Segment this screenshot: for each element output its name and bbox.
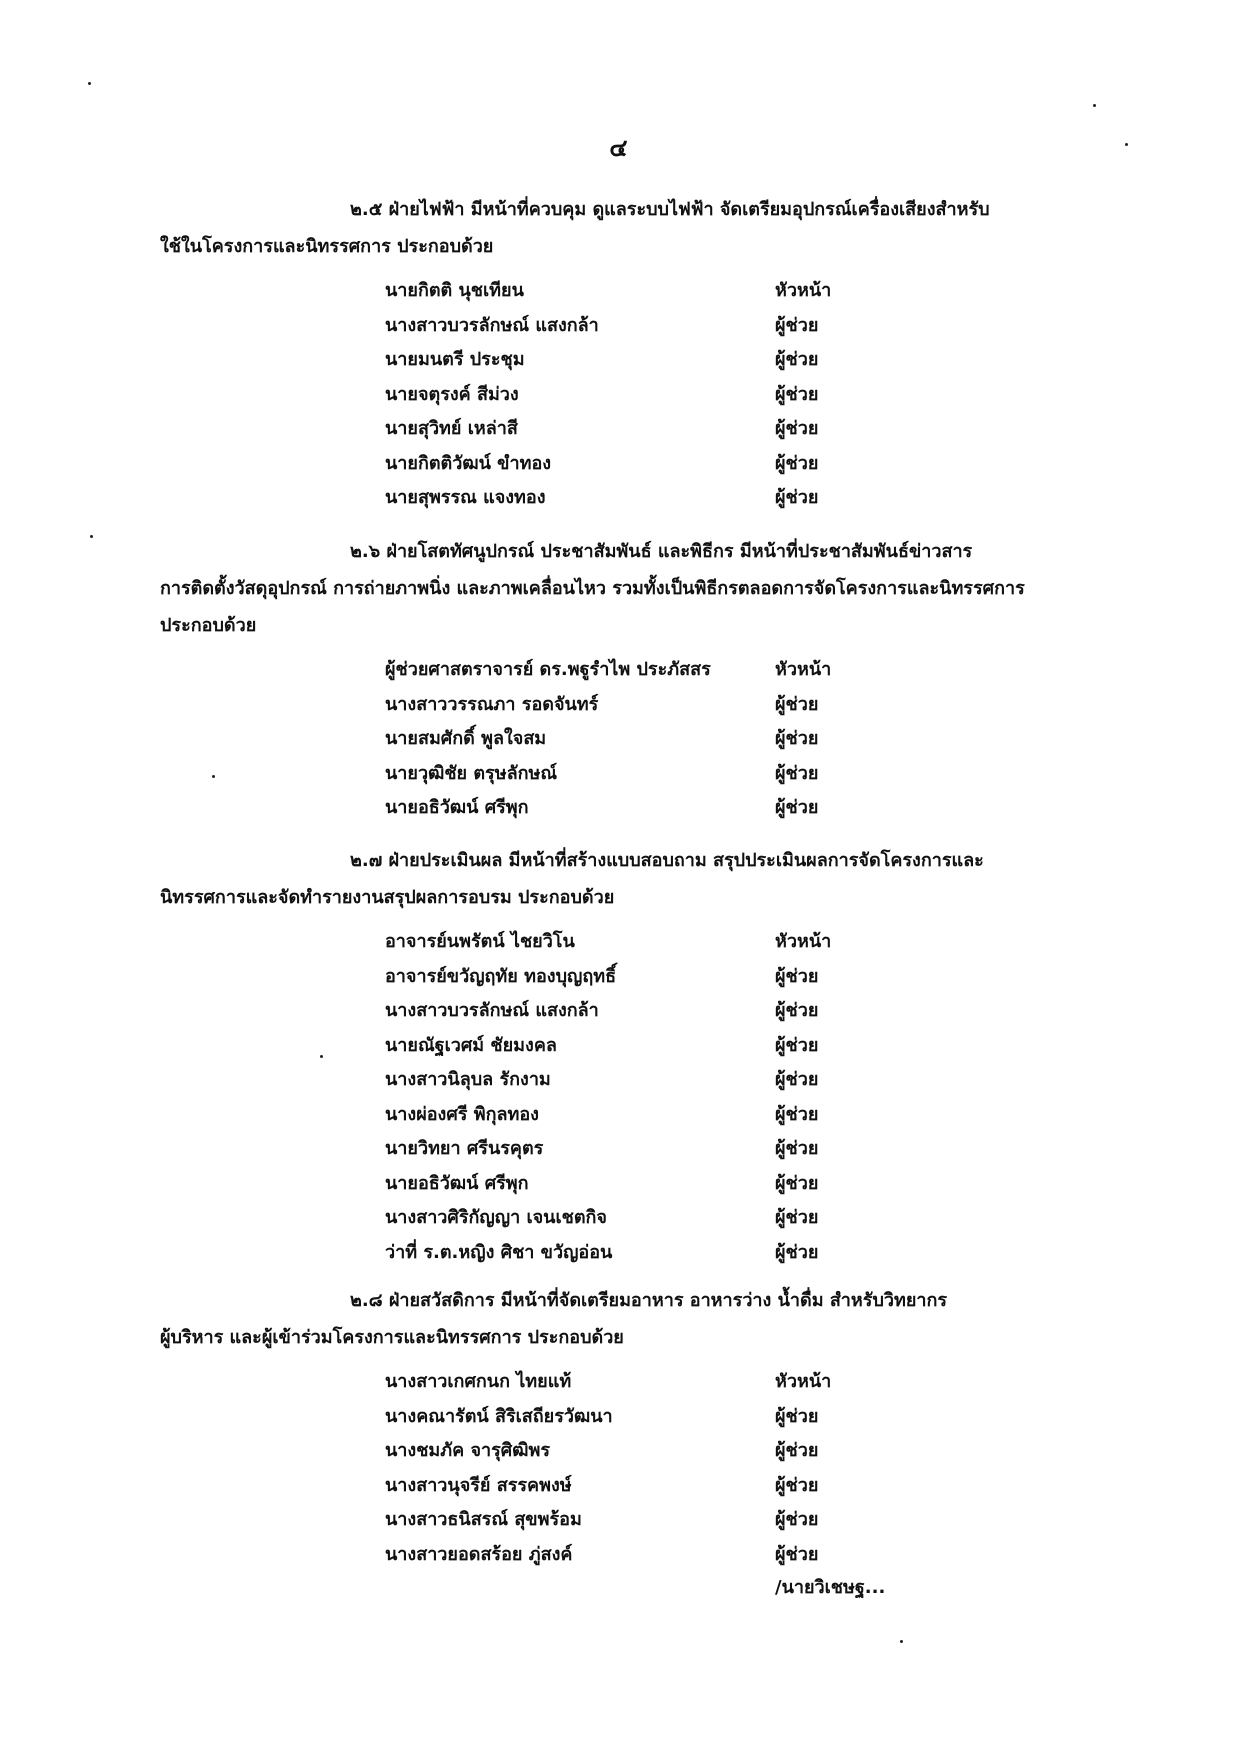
member-role: ผู้ช่วย [775,1069,819,1090]
member-row [0,1063,1237,1097]
section-heading: ๒.๗ ฝ่ายประเมินผล มีหน้าที่สร้างแบบสอบถาม สรุปประเมินผลการจัดโครงการและ [350,850,984,871]
member-row [0,412,1237,446]
section-heading-continued: ใช้ในโครงการและนิทรรศการ ประกอบด้วย [160,236,494,257]
section-heading-continued: ประกอบด้วย [160,615,257,636]
scan-speck [320,1055,323,1058]
member-row [0,653,1237,687]
scan-speck [900,1640,903,1643]
member-row [0,722,1237,756]
member-name: นางสาวธนิสรณ์ สุขพร้อม [385,1509,582,1530]
member-name: นางสาวเกศกนก ไทยแท้ [385,1371,572,1392]
member-name: ว่าที่ ร.ต.หญิง ศิชา ขวัญอ่อน [385,1241,613,1263]
scan-speck [1125,143,1128,146]
member-row [0,688,1237,722]
member-name: นางคณารัตน์ สิริเสถียรวัฒนา [385,1405,613,1427]
member-row [0,1503,1237,1537]
member-role: ผู้ช่วย [775,452,819,474]
member-name: นางสาววรรณภา รอดจันทร์ [385,693,599,715]
section-heading: ๒.๕ ฝ่ายไฟฟ้า มีหน้าที่ควบคุม ดูแลระบบไฟฟ้า จัดเตรียมอุปกรณ์เครื่องเสียงสำหรับ [350,199,990,220]
member-row [0,925,1237,959]
member-row [0,791,1237,825]
member-name: นายสมศักดิ์ พูลใจสม [385,728,547,749]
member-name: นายกิตติ นุชเทียน [385,280,524,301]
member-row [0,1400,1237,1434]
section-heading-continued: การติดตั้งวัสดุอุปกรณ์ การถ่ายภาพนิ่ง และภาพเคลื่อนไหว รวมทั้งเป็นพิธีกรตลอดการจัดโครงการและนิทรรศการ [160,578,1025,599]
member-role: หัวหน้า [775,659,832,680]
member-role: ผู้ช่วย [775,1138,819,1159]
member-row [0,1132,1237,1166]
member-name: นายวิทยา ศรีนรคุตร [385,1138,544,1159]
member-role: ผู้ช่วย [775,314,819,336]
member-row [0,447,1237,481]
member-name: นางสาวศิริกัญญา เจนเชตกิจ [385,1207,607,1228]
member-row [0,1167,1237,1201]
member-name: นายวุฒิชัย ตรุษลักษณ์ [385,762,558,784]
member-row [0,1201,1237,1235]
section-heading-continued: ผู้บริหาร และผู้เข้าร่วมโครงการและนิทรรศการ ประกอบด้วย [160,1327,624,1348]
continuation-note: /นายวิเชษฐ... [775,1577,886,1598]
member-role: ผู้ช่วย [775,487,819,508]
member-name: นางชมภัค จารุศิฒิพร [385,1440,550,1461]
member-row [0,481,1237,515]
member-role: ผู้ช่วย [775,762,819,784]
member-role: ผู้ช่วย [775,1103,819,1125]
member-row [0,343,1237,377]
member-name: นายกิตติวัฒน์ ขำทอง [385,452,552,474]
scan-speck [1093,104,1096,107]
member-role: ผู้ช่วย [775,1241,819,1263]
member-role: หัวหน้า [775,1371,832,1392]
member-role: ผู้ช่วย [775,728,819,749]
member-row [0,1236,1237,1270]
member-row [0,309,1237,343]
member-role: ผู้ช่วย [775,1405,819,1427]
member-role: ผู้ช่วย [775,965,819,987]
member-name: นายอธิวัฒน์ ศรีพุก [385,797,529,818]
page-number: ๔ [609,134,628,162]
member-role: ผู้ช่วย [775,1034,819,1056]
member-role: ผู้ช่วย [775,1000,819,1021]
member-name: นายสุพรรณ แจงทอง [385,487,546,508]
member-name: นายสุวิทย์ เหล่าสี [385,418,518,439]
section-heading: ๒.๖ ฝ่ายโสตทัศนูปกรณ์ ประชาสัมพันธ์ และพิธีกร มีหน้าที่ประชาสัมพันธ์ข่าวสาร [350,541,973,562]
member-role: ผู้ช่วย [775,383,819,405]
member-role: ผู้ช่วย [775,1440,819,1461]
member-name: อาจารย์ขวัญฤทัย ทองบุญฤทธิ์ [385,965,617,987]
member-role: ผู้ช่วย [775,418,819,439]
section-heading-continued: นิทรรศการและจัดทำรายงานสรุปผลการอบรม ประกอบด้วย [160,887,615,908]
member-name: นายมนตรี ประชุม [385,349,525,370]
member-name: นางผ่องศรี พิกุลทอง [385,1103,539,1125]
member-name: นางสาวบวรลักษณ์ แสงกล้า [385,314,599,336]
member-row [0,1434,1237,1468]
member-role: หัวหน้า [775,931,832,952]
member-role: ผู้ช่วย [775,797,819,818]
member-row [0,274,1237,308]
member-row [0,1538,1237,1572]
member-name: นางสาวบวรลักษณ์ แสงกล้า [385,1000,599,1021]
scan-speck [88,82,91,85]
member-role: ผู้ช่วย [775,693,819,715]
member-role: ผู้ช่วย [775,1543,819,1565]
member-role: ผู้ช่วย [775,349,819,370]
member-row [0,757,1237,791]
member-role: ผู้ช่วย [775,1207,819,1228]
member-row [0,994,1237,1028]
member-name: ผู้ช่วยศาสตราจารย์ ดร.พฐูรำไพ ประภัสสร [385,659,711,680]
member-name: นายณัฐเวศม์ ชัยมงคล [385,1034,557,1056]
member-row [0,960,1237,994]
member-name: อาจารย์นพรัตน์ ไชยวิโน [385,931,575,952]
member-role: ผู้ช่วย [775,1474,819,1496]
member-name: นางสาวนิลุบล รักงาม [385,1069,551,1090]
member-name: นางสาวยอดสร้อย ภู่สงค์ [385,1543,573,1565]
member-name: นายอธิวัฒน์ ศรีพุก [385,1172,529,1194]
member-role: หัวหน้า [775,280,832,301]
scan-speck [212,775,215,778]
member-row [0,1029,1237,1063]
member-name: นางสาวนุจรีย์ สรรคพงษ์ [385,1474,572,1496]
member-row [0,1365,1237,1399]
member-role: ผู้ช่วย [775,1172,819,1194]
scan-speck [90,535,93,538]
member-row [0,378,1237,412]
member-row [0,1469,1237,1503]
member-row [0,1098,1237,1132]
section-heading: ๒.๘ ฝ่ายสวัสดิการ มีหน้าที่จัดเตรียมอาหาร อาหารว่าง น้ำดื่ม สำหรับวิทยากร [350,1290,948,1311]
member-name: นายจตุรงค์ สีม่วง [385,383,519,405]
member-role: ผู้ช่วย [775,1509,819,1530]
